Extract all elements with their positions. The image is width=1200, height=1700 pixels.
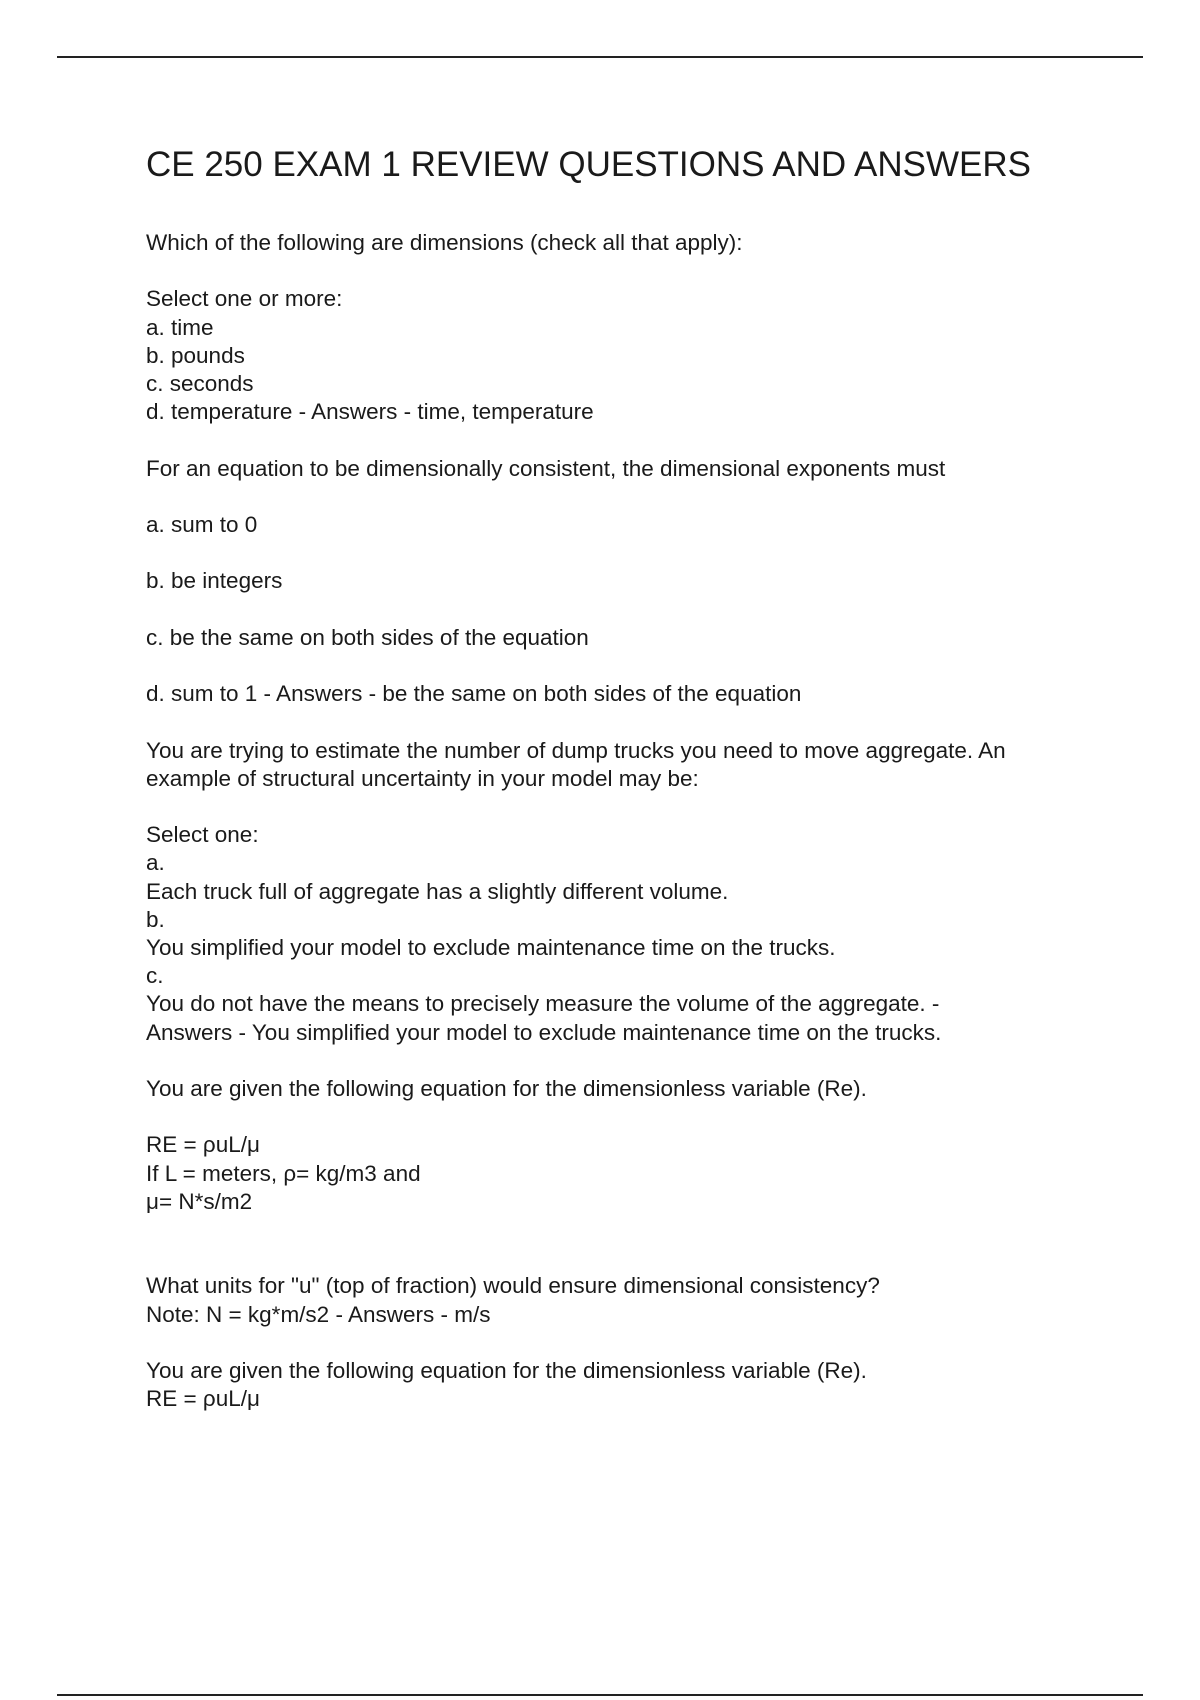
- text-line: b. be integers: [146, 568, 283, 594]
- text-line: RE = ρuL/μ: [146, 1132, 260, 1158]
- text-line: You are trying to estimate the number of dump trucks you need to move aggregate. An: [146, 737, 1006, 763]
- text-line: Select one or more:: [146, 286, 343, 312]
- blank-line: [146, 596, 1086, 624]
- document-title: CE 250 EXAM 1 REVIEW QUESTIONS AND ANSWERS: [146, 145, 1031, 184]
- text-line: example of structural uncertainty in your model may be:: [146, 765, 699, 791]
- text-line: Answers - You simplified your model to exclude maintenance time on the trucks.: [146, 1019, 942, 1045]
- bottom-rule: [57, 1694, 1143, 1696]
- text-line: b. pounds: [146, 342, 245, 368]
- text-line: c. be the same on both sides of the equation: [146, 624, 589, 650]
- blank-line: [146, 1103, 1086, 1131]
- text-line: μ= N*s/m2: [146, 1188, 253, 1214]
- top-rule: [57, 56, 1143, 58]
- document-page: [146, 140, 1086, 1413]
- text-line: You are given the following equation for the dimensionless variable (Re).: [146, 1357, 867, 1383]
- text-line: Note: N = kg*m/s2 - Answers - m/s: [146, 1301, 491, 1327]
- text-line: c.: [146, 963, 164, 989]
- text-line: d. sum to 1 - Answers - be the same on both sides of the equation: [146, 681, 802, 707]
- blank-line: [146, 539, 1086, 567]
- text-line: You simplified your model to exclude maintenance time on the trucks.: [146, 934, 836, 960]
- text-line: a. time: [146, 314, 214, 340]
- text-line: For an equation to be dimensionally consistent, the dimensional exponents must: [146, 455, 946, 481]
- text-line: c. seconds: [146, 371, 254, 396]
- text-line: Each truck full of aggregate has a slightly different volume.: [146, 878, 729, 904]
- text-line: What units for "u" (top of fraction) would ensure dimensional consistency?: [146, 1273, 880, 1299]
- text-line: a. sum to 0: [146, 511, 258, 537]
- blank-line: [146, 1047, 1086, 1075]
- blank-line: [146, 793, 1086, 821]
- blank-line: [146, 483, 1086, 511]
- text-line: d. temperature - Answers - time, temperature: [146, 399, 594, 425]
- text-line: RE = ρuL/μ: [146, 1386, 260, 1412]
- blank-line: [146, 1244, 1086, 1272]
- blank-line: [146, 652, 1086, 680]
- text-line: Which of the following are dimensions (check all that apply):: [146, 230, 743, 255]
- blank-line: [146, 257, 1086, 285]
- text-line: You do not have the means to precisely measure the volume of the aggregate. -: [146, 991, 940, 1017]
- text-line: Select one:: [146, 822, 259, 848]
- text-line: b.: [146, 906, 165, 932]
- text-line: You are given the following equation for the dimensionless variable (Re).: [146, 1075, 867, 1101]
- document-body: [146, 229, 1086, 1413]
- blank-line: [146, 1216, 1086, 1244]
- text-line: If L = meters, ρ= kg/m3 and: [146, 1160, 421, 1186]
- blank-line: [146, 1329, 1086, 1357]
- text-line: a.: [146, 850, 165, 876]
- blank-line: [146, 708, 1086, 736]
- blank-line: [146, 426, 1086, 454]
